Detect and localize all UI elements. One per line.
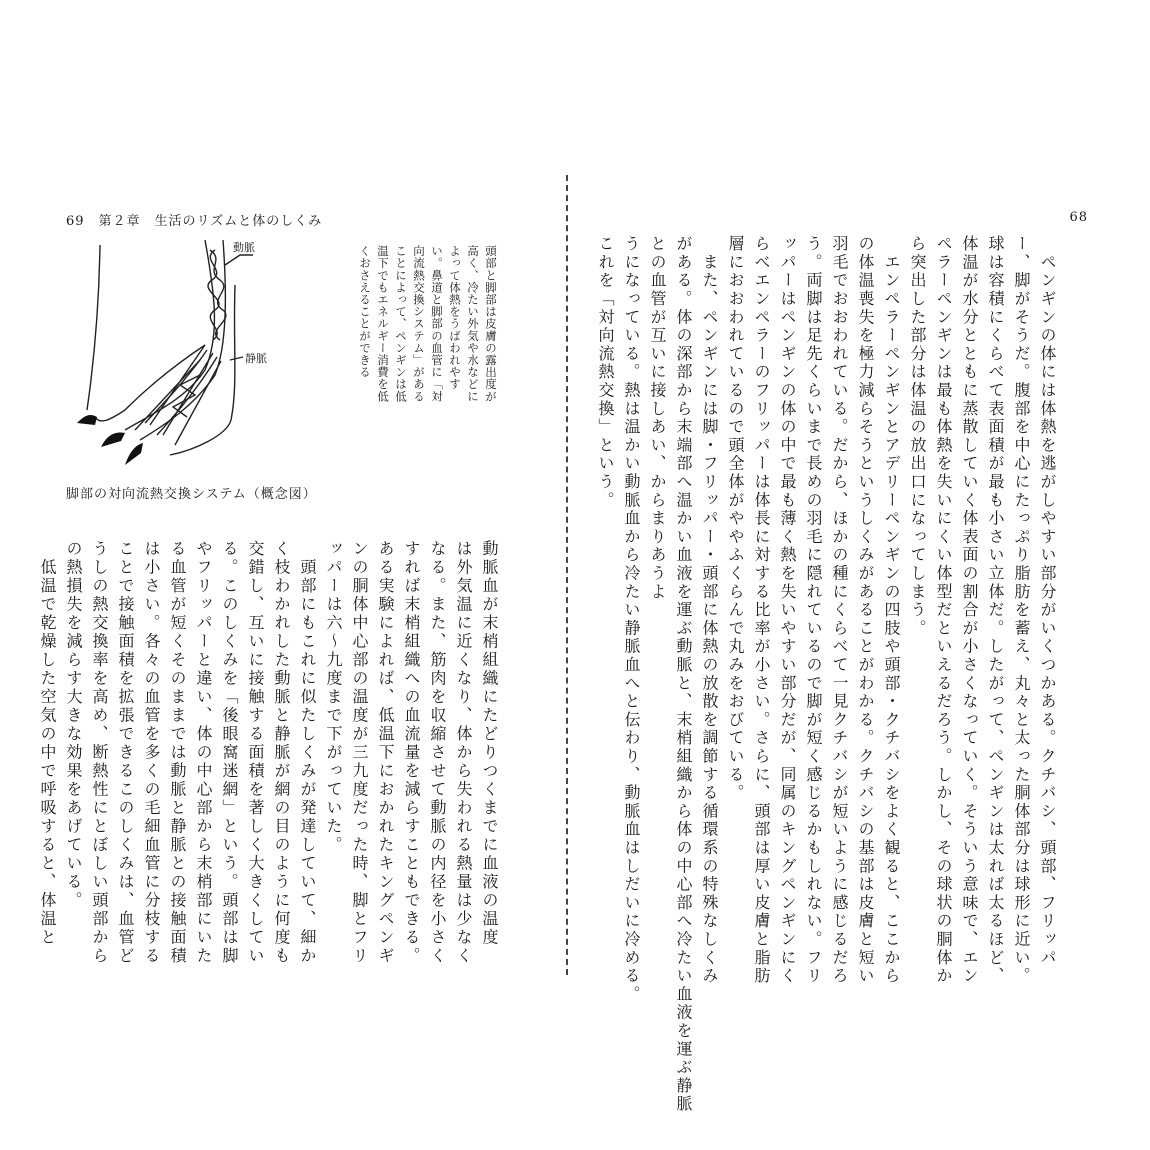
left-page — [0, 0, 560, 1150]
page-number-left: 69 — [66, 214, 85, 229]
figure-caption: 脚部の対向流熱交換システム（概念図） — [66, 487, 317, 502]
right-page — [575, 0, 1150, 1150]
leg-illustration — [55, 235, 295, 480]
figure-side-note: 頭部と脚部は皮膚の露出度が 高く、冷たい外気や水などに よって体熱をうばわれやす い。鼻道と脚部の血管に「対 向流熱交換システム」がある ことによって、ペンギンは低 温下でもエネルギー消費を低 くおさえることができる — [358, 245, 498, 403]
chapter-title: 第２章 生活のリズムと体のしくみ — [98, 214, 323, 229]
running-head — [66, 210, 322, 229]
artery-label: 動脈 — [233, 241, 255, 254]
page-number-right: 68 — [1069, 210, 1088, 225]
left-body-text: 動脈血が末梢組織にたどりつくまでに血液の温度 は外気温に近くなり、体から失われる熱量は少なく なる。また、筋肉を収縮させて動脈の内径を小さく すれば末梢組織への血流量を減らすこともできる。 ある実験によれば、低温下におかれたキングペンギ ンの胴体中心部の温度が三九度だった時、脚とフリ ッパーは六〜九度まで下がっていた。 頭部にもこれに似たしくみが発達していて、細か く枝わかれした動脈と静脈が網の目のように何度も 交錯し、互いに接触する面積を著しく大きくしてい る。このしくみを「後眼窩迷網」という。頭部は脚 やフリッパーと違い、体の中心部から末梢部にいた る血管が短くそのままでは動脈と静脈との接触面積 は小さい。各々の血管を多くの毛細血管に分枝する ことで接触面積を拡張できるこのしくみは、血管ど うしの熱交換率を高め、断熱性にとぼしい頭部から の熱損失を減らす大きな効果をあげている。 低温で乾燥した空気の中で呼吸すると、体温と — [38, 540, 499, 966]
vein-label: 静脈 — [245, 352, 267, 365]
page-gutter-divider — [566, 175, 568, 975]
right-body-text: ペンギンの体には体熱を逃がしやすい部分がいくつかある。クチバシ、頭部、フリッパ ー、脚がそうだ。腹部を中心にたっぷり脂肪を蓄え、丸々と太った胴体部分は球形に近い。 球は容積にくらべて表面積が最も小さい立体だ。したがって、ペンギンは太れば太るほど、 体温が水分とともに蒸散していく体表面の割合が小さくなっていく。そういう意味で、エン ペラーペンギンは最も体熱を失いにくい体型だといえるだろう。しかし、その球状の胴体か ら突出した部分は体温の放出口になってしまう。 エンペラーペンギンとアデリーペンギンの四肢や頭部・クチバシをよく観ると、ここから の体温喪失を極力減らそうというしくみがあることがわかる。クチバシの基部は皮膚と短い 羽毛でおおわれている。だから、ほかの種にくらべて一見クチバシが短いように感じるだろ う。両脚は足先くらいまで長めの羽毛に隠れているので脚が短く感じるかもしれない。フリ ッパーはペンギンの体の中で最も薄く熱を失いやすい部分だが、同属のキングペンギンにく らべエンペラーのフリッパーは体長に対する比率が小さい。さらに、頭部は厚い皮膚と脂肪 層におおわれているので頭全体がややふくらんで丸みをおびている。 また、ペンギンには脚・フリッパー・頭部に体熱の放散を調節する循環系の特殊なしくみ がある。体の深部から末端部へ温かい血液を運ぶ動脈と、末梢組織から体の中心部へ冷たい血液を運ぶ静脈 との血管が互いに接しあい、からまりあうよ うになっている。熱は温かい動脈血から冷たい静脈血へと伝わり、動脈血はしだいに冷める。 これを「対向流熱交換」という。 — [596, 235, 1057, 1114]
